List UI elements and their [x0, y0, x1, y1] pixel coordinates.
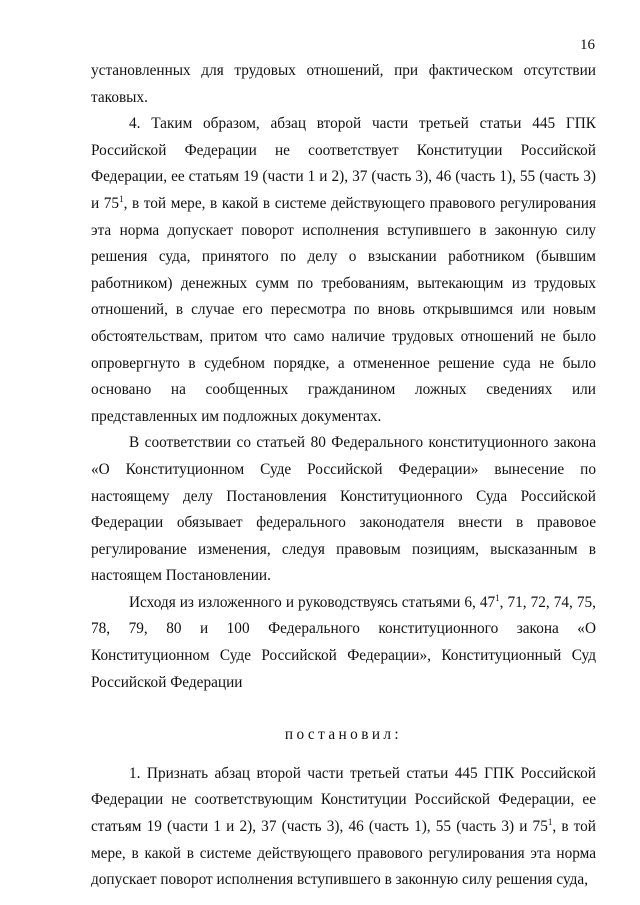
superscript: 1 [119, 193, 124, 204]
paragraph-text: 1. Признать абзац второй части третьей статьи 445 ГПК Российской Федерации не соответствующим Конституции Российской Федерации, ее статьям 19 (части 1 и 2), 37 (часть 3), 46 (часть 1), 55 (часть 3) и 75 [91, 764, 596, 836]
paragraph-article-80: В соответствии со статьей 80 Федерального конституционного закона «О Конституционном Суде Российской Федерации» вынесение по настоящему делу Постановления Конституционного Суда Российской Федерации обязывает федерального законодателя внести в правовое регулирование изменения, следуя правовым позициям, высказанным в настоящем Постановлении. [91, 434, 596, 585]
document-body [91, 58, 596, 894]
paragraph-text: 4. Таким образом, абзац второй части третьей статьи 445 ГПК Российской Федерации не соответствует Конституции Российской Федерации, ее статьям 19 (части 1 и 2), 37 (часть 3), 46 (часть 1), 55 (часть 3) и 75 [91, 115, 596, 212]
decision-heading: постановил: [284, 726, 403, 744]
paragraph-continuation: установленных для трудовых отношений, при фактическом отсутствии таковых. [91, 62, 596, 106]
paragraph-text: , 71, 72, 74, 75, 78, 79, 80 и 100 Федерального конституционного закона «О Конституционном Суде Российской Федерации», Конституционный Суд Российской Федерации [91, 593, 596, 691]
paragraph-text: , в той мере, в какой в системе действующего правового регулирования эта норма допускает поворот исполнения вступившего в законную силу решения суда, принятого по делу о взыскании работником (бывшим работником) денежных сумм по требованиям, вытекающим из трудовых отношений, в случае его пересмотра по вновь открывшимся или новым обстоятельствам, притом что само наличие трудовых отношений не было опровергнуто в судебном порядке, а отмененное решение суда не было основано на сообщенных гражданином ложных сведениях или представленных им подложных документах. [91, 194, 596, 425]
superscript: 1 [495, 592, 500, 603]
paragraph-resolution-1 [91, 761, 596, 894]
superscript: 1 [547, 817, 553, 828]
page-number: 16 [580, 37, 595, 53]
paragraph-based-on [91, 590, 596, 696]
paragraph-text: , в той мере, в какой в системе действующего правового регулирования эта норма допускает поворот исполнения вступившего в законную силу решения суда, [91, 818, 596, 889]
paragraph-point-4 [91, 111, 596, 430]
paragraph-text: Исходя из изложенного и руководствуясь статьями 6, 47 [129, 593, 496, 611]
